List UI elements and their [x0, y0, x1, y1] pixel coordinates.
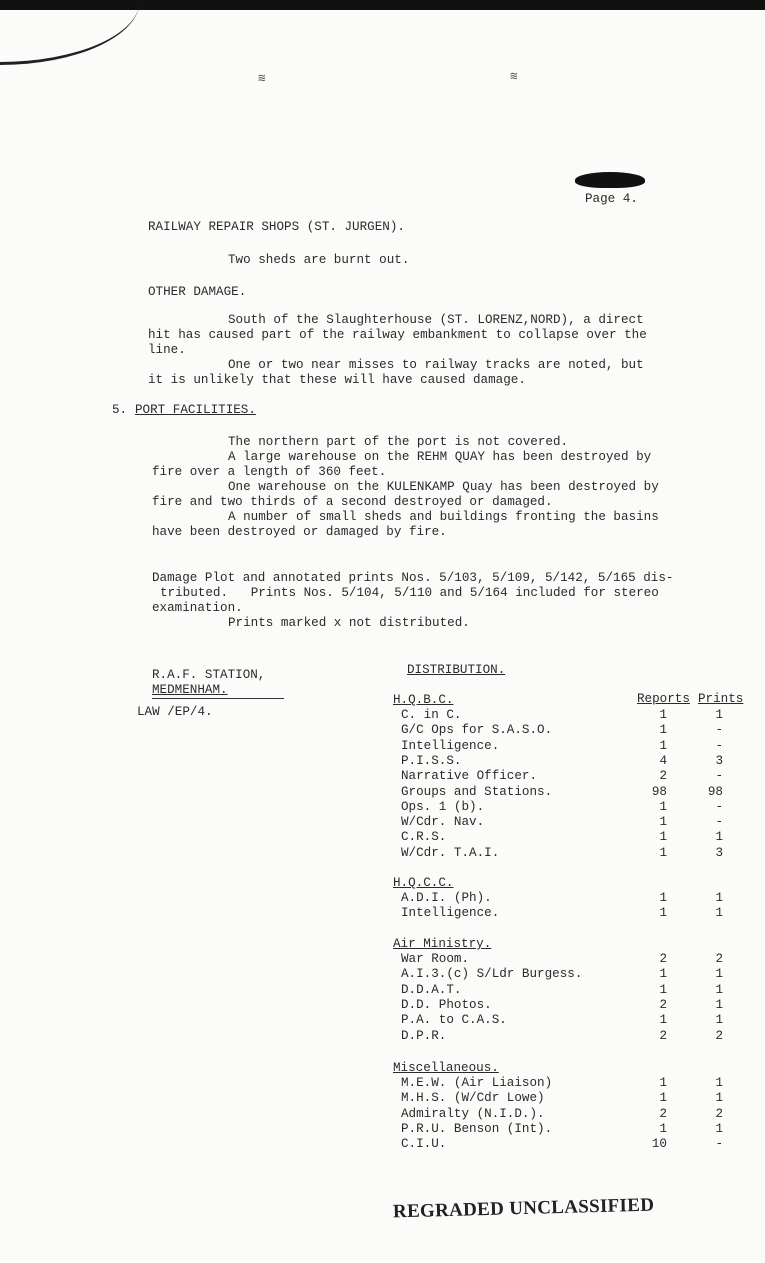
- reports-count: 1: [659, 1076, 667, 1090]
- prints-count: 1: [715, 1013, 723, 1028]
- distribution-row: [393, 830, 753, 844]
- distribution-row: [393, 1137, 753, 1151]
- recipient-name: M.H.S. (W/Cdr Lowe): [401, 1091, 545, 1106]
- prints-count: 3: [715, 845, 723, 860]
- paragraph-line: South of the Slaughterhouse (ST. LORENZ,NORD), a direct: [228, 313, 644, 327]
- divider: [152, 698, 284, 699]
- distribution-row: [393, 952, 753, 966]
- distribution-row: [393, 769, 753, 783]
- reports-count: 1: [659, 723, 667, 738]
- paragraph-line: A large warehouse on the REHM QUAY has been destroyed by: [228, 450, 652, 464]
- reports-count: 1: [659, 982, 667, 997]
- recipient-name: M.E.W. (Air Liaison): [401, 1076, 553, 1090]
- prints-count: 1: [715, 830, 723, 845]
- recipient-name: C.R.S.: [401, 830, 447, 845]
- recipient-name: War Room.: [401, 952, 470, 966]
- distribution-group-heading: Miscellaneous.: [393, 1061, 499, 1075]
- distribution-row: [393, 800, 753, 814]
- reports-count: 2: [659, 1106, 667, 1121]
- scan-mark: ≋: [258, 72, 266, 86]
- recipient-name: D.D.A.T.: [401, 982, 462, 997]
- station-name: R.A.F. STATION,: [152, 668, 266, 682]
- prints-count: 1: [715, 997, 723, 1012]
- reports-count: 2: [659, 997, 667, 1012]
- prints-count: -: [715, 738, 723, 753]
- recipient-name: Intelligence.: [401, 738, 500, 753]
- recipient-name: Admiralty (N.I.D.).: [401, 1106, 545, 1121]
- reports-count: 2: [659, 1028, 667, 1043]
- column-header-prints: Prints: [698, 692, 744, 706]
- page-number: Page 4.: [585, 192, 638, 206]
- scan-mark: ≋: [510, 70, 518, 84]
- prints-count: 1: [715, 967, 723, 982]
- recipient-name: Narrative Officer.: [401, 769, 538, 784]
- distribution-row: [393, 906, 753, 920]
- reports-count: 2: [659, 952, 667, 966]
- prints-count: 1: [715, 1076, 723, 1090]
- reports-count: 1: [659, 738, 667, 753]
- distribution-row: [393, 983, 753, 997]
- recipient-name: D.D. Photos.: [401, 997, 492, 1012]
- prints-count: 1: [715, 906, 723, 921]
- paragraph-line: it is unlikely that these will have caused damage.: [148, 373, 526, 387]
- distribution-row: [393, 891, 753, 905]
- recipient-name: C.I.U.: [401, 1137, 447, 1152]
- recipient-name: Ops. 1 (b).: [401, 799, 485, 814]
- reports-count: 1: [659, 906, 667, 921]
- station-location: MEDMENHAM.: [152, 683, 228, 697]
- column-header-reports: Reports: [637, 692, 690, 706]
- distribution-row: [393, 1029, 753, 1043]
- recipient-name: Intelligence.: [401, 906, 500, 921]
- recipient-name: A.D.I. (Ph).: [401, 891, 492, 905]
- reports-count: 2: [659, 769, 667, 784]
- paragraph-line: hit has caused part of the railway embankment to collapse over the: [148, 328, 647, 342]
- recipient-name: A.I.3.(c) S/Ldr Burgess.: [401, 967, 583, 982]
- distribution-group-heading: Air Ministry.: [393, 937, 492, 951]
- prints-count: 1: [715, 891, 723, 905]
- distribution-group-heading: H.Q.C.C.: [393, 876, 454, 890]
- prints-count: 98: [707, 784, 723, 799]
- classification-stamp: REGRADED UNCLASSIFIED: [392, 1194, 655, 1223]
- paragraph-line: line.: [148, 343, 186, 357]
- prints-count: 2: [715, 1028, 723, 1043]
- recipient-name: P.I.S.S.: [401, 753, 462, 768]
- prints-count: 1: [715, 1121, 723, 1136]
- distribution-row: [393, 1107, 753, 1121]
- prints-count: 2: [715, 1106, 723, 1121]
- paragraph: Two sheds are burnt out.: [228, 253, 410, 267]
- paragraph-line: fire and two thirds of a second destroyed or damaged.: [152, 495, 553, 509]
- paragraph-line: have been destroyed or damaged by fire.: [152, 525, 447, 539]
- recipient-name: C. in C.: [401, 708, 462, 722]
- distribution-row: [393, 998, 753, 1012]
- distribution-row: [393, 1013, 753, 1027]
- prints-count: 1: [715, 1091, 723, 1106]
- paragraph-line: Prints marked x not distributed.: [228, 616, 470, 630]
- reports-count: 1: [659, 708, 667, 722]
- recipient-name: P.A. to C.A.S.: [401, 1013, 507, 1028]
- paragraph-line: tributed. Prints Nos. 5/104, 5/110 and 5/164 included for stereo: [160, 586, 659, 600]
- prints-count: 3: [715, 753, 723, 768]
- distribution-title: DISTRIBUTION.: [407, 663, 506, 677]
- distribution-row: [393, 1091, 753, 1105]
- prints-count: -: [715, 815, 723, 830]
- distribution-row: [393, 1122, 753, 1136]
- recipient-name: D.P.R.: [401, 1028, 447, 1043]
- distribution-group-heading: H.Q.B.C.: [393, 693, 454, 707]
- ink-blot: [575, 172, 645, 188]
- prints-count: -: [715, 769, 723, 784]
- reference-code: LAW /EP/4.: [137, 705, 213, 719]
- paragraph-line: A number of small sheds and buildings fronting the basins: [228, 510, 659, 524]
- paragraph-line: Damage Plot and annotated prints Nos. 5/103, 5/109, 5/142, 5/165 dis-: [152, 571, 674, 585]
- distribution-row: [393, 754, 753, 768]
- reports-count: 1: [659, 1091, 667, 1106]
- reports-count: 1: [659, 1013, 667, 1028]
- prints-count: 2: [715, 952, 723, 966]
- distribution-row: [393, 1076, 753, 1090]
- recipient-name: G/C Ops for S.A.S.O.: [401, 723, 553, 738]
- reports-count: 1: [659, 815, 667, 830]
- recipient-name: W/Cdr. T.A.I.: [401, 845, 500, 860]
- recipient-name: W/Cdr. Nav.: [401, 815, 485, 830]
- distribution-row: [393, 723, 753, 737]
- prints-count: -: [715, 799, 723, 814]
- reports-count: 1: [659, 1121, 667, 1136]
- prints-count: -: [715, 1137, 723, 1152]
- distribution-row: [393, 708, 753, 722]
- distribution-row: [393, 739, 753, 753]
- reports-count: 1: [659, 845, 667, 860]
- heading-other-damage: OTHER DAMAGE.: [148, 285, 247, 299]
- section-number: 5.: [112, 403, 128, 417]
- distribution-row: [393, 967, 753, 981]
- reports-count: 10: [651, 1137, 667, 1152]
- paragraph-line: One warehouse on the KULENKAMP Quay has been destroyed by: [228, 480, 659, 494]
- reports-count: 1: [659, 891, 667, 905]
- reports-count: 1: [659, 799, 667, 814]
- paragraph-line: examination.: [152, 601, 243, 615]
- reports-count: 98: [651, 784, 667, 799]
- prints-count: 1: [715, 982, 723, 997]
- heading-port-facilities: PORT FACILITIES.: [135, 403, 256, 417]
- scan-curve: [0, 0, 140, 65]
- prints-count: 1: [715, 708, 723, 722]
- recipient-name: Groups and Stations.: [401, 784, 553, 799]
- distribution-row: [393, 846, 753, 860]
- recipient-name: P.R.U. Benson (Int).: [401, 1121, 553, 1136]
- distribution-row: [393, 785, 753, 799]
- heading-railway: RAILWAY REPAIR SHOPS (ST. JURGEN).: [148, 220, 405, 234]
- reports-count: 1: [659, 967, 667, 982]
- distribution-row: [393, 815, 753, 829]
- reports-count: 1: [659, 830, 667, 845]
- prints-count: -: [715, 723, 723, 738]
- paragraph-line: fire over a length of 360 feet.: [152, 465, 387, 479]
- paragraph-line: The northern part of the port is not covered.: [228, 435, 569, 449]
- reports-count: 4: [659, 753, 667, 768]
- paragraph-line: One or two near misses to railway tracks are noted, but: [228, 358, 644, 372]
